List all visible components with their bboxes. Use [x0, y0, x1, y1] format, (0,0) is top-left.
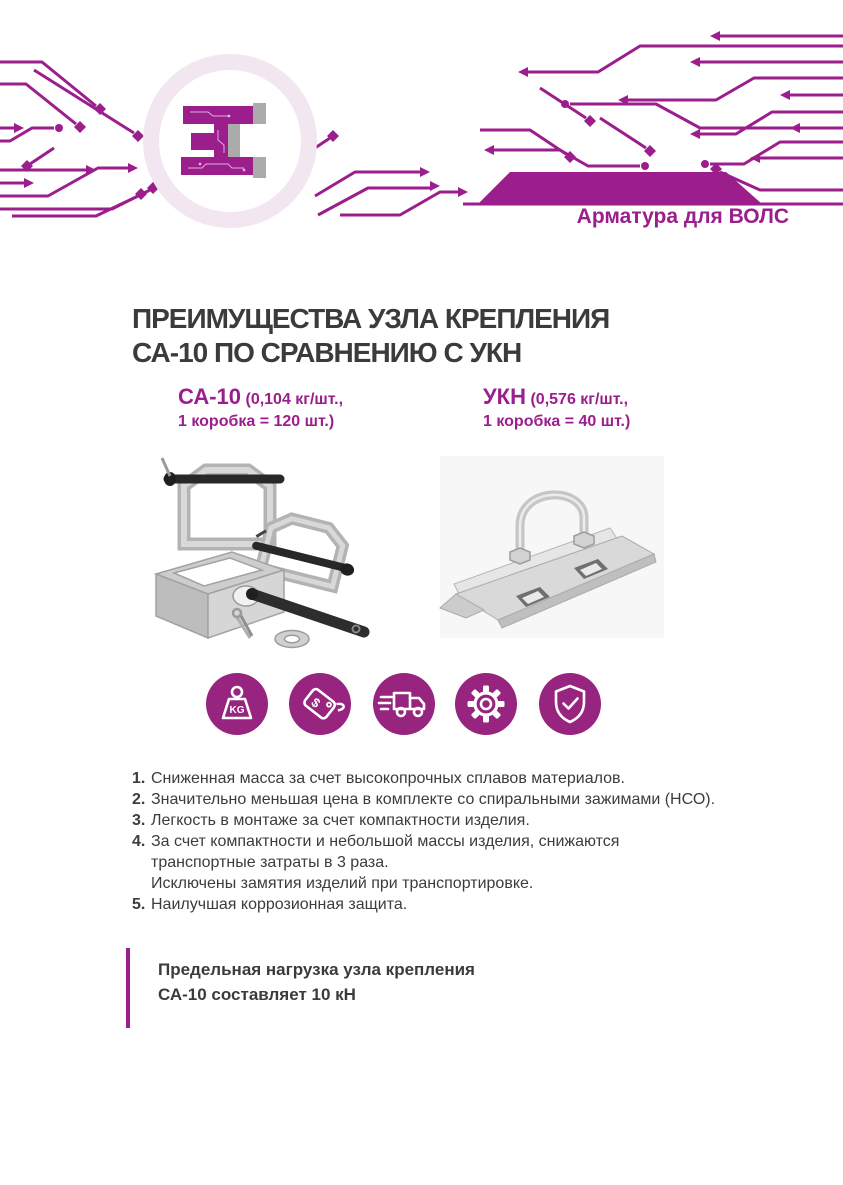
- product-header-ca10: [178, 384, 343, 431]
- advantage-text: Исключены замятия изделий при транспортировке.: [151, 875, 534, 892]
- advantage-item-1: [132, 768, 772, 789]
- product-name: СА-10: [178, 384, 242, 409]
- advantage-text: За счет компактности и небольшой массы изделия, снижаются: [151, 833, 620, 850]
- advantage-number: 5.: [132, 896, 146, 913]
- advantage-item-4: [132, 831, 772, 894]
- price-tag-icon: [303, 685, 345, 725]
- weight-kg-label: KG: [229, 705, 245, 716]
- feature-icon-delivery: [373, 673, 435, 735]
- advantage-text: транспортные затраты в 3 раза.: [151, 854, 389, 871]
- brand-tagline: Арматура для ВОЛС: [576, 205, 789, 228]
- product-spec: (0,576 кг/шт.,: [530, 391, 629, 408]
- feature-icon-weight: [206, 673, 268, 735]
- advantage-number: 3.: [132, 812, 146, 829]
- load-note-line2: СА-10 составляет 10 кН: [158, 985, 356, 1004]
- product-header-ukn: [483, 384, 630, 431]
- dollar-label: $: [308, 694, 324, 711]
- advantage-item-3: [132, 810, 772, 831]
- feature-icon-gear: [455, 673, 517, 735]
- gear-icon: [468, 686, 505, 723]
- advantages-list: [132, 768, 772, 915]
- advantage-text: Значительно меньшая цена в комплекте со спиральными зажимами (НСО).: [151, 791, 716, 808]
- advantage-text: Наилучшая коррозионная защита.: [151, 896, 408, 913]
- shield-check-icon: [556, 686, 584, 722]
- feature-icon-price: [289, 673, 351, 735]
- load-note: [158, 957, 475, 1007]
- product-photo-ukn: [432, 448, 672, 646]
- product-photo-ca10: [140, 446, 395, 661]
- advantage-item-2: [132, 789, 772, 810]
- product-name: УКН: [483, 384, 527, 409]
- page-title-line1: ПРЕИМУЩЕСТВА УЗЛА КРЕПЛЕНИЯ: [132, 303, 610, 334]
- page-title-line2: СА-10 ПО СРАВНЕНИЮ С УКН: [132, 337, 522, 368]
- advantage-item-5: [132, 894, 772, 915]
- product-spec: 1 коробка = 40 шт.): [483, 413, 631, 430]
- product-spec: (0,104 кг/шт.,: [245, 391, 344, 408]
- load-note-line1: Предельная нагрузка узла крепления: [158, 960, 475, 979]
- company-logo: [151, 62, 309, 220]
- page-title: [132, 302, 609, 370]
- advantage-text: Сниженная масса за счет высокопрочных сплавов материалов.: [151, 770, 625, 787]
- product-spec: 1 коробка = 120 шт.): [178, 413, 335, 430]
- advantage-number: 2.: [132, 791, 146, 808]
- advantage-number: 1.: [132, 770, 146, 787]
- delivery-truck-icon: [379, 693, 424, 716]
- note-accent-bar: [126, 948, 130, 1028]
- feature-icon-protection: [539, 673, 601, 735]
- advantage-number: 4.: [132, 833, 146, 850]
- advantage-text: Легкость в монтаже за счет компактности изделия.: [151, 812, 530, 829]
